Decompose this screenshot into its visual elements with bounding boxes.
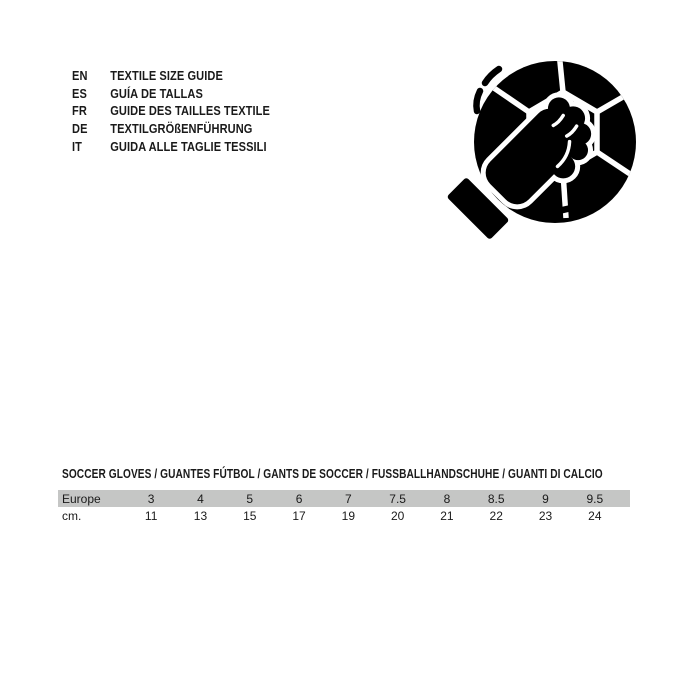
language-row-de — [72, 120, 270, 138]
size-cell: 23 — [538, 508, 553, 523]
language-label: GUÍA DE TALLAS — [110, 85, 203, 101]
size-table-europe-row — [58, 490, 630, 507]
language-row-fr — [72, 102, 270, 120]
size-cell: 17 — [292, 508, 306, 523]
size-cell: 11 — [144, 508, 158, 523]
size-cell: 5 — [246, 491, 254, 506]
size-cell: 9 — [542, 491, 549, 506]
goalkeeper-glove-ball-svg — [445, 40, 645, 240]
size-cell: 24 — [588, 508, 602, 523]
language-row-it — [72, 138, 270, 156]
size-table-row-label: Europe — [62, 491, 101, 506]
language-code: FR — [72, 103, 87, 119]
size-cell: 8.5 — [487, 491, 505, 506]
size-cell: 19 — [341, 508, 356, 523]
goalkeeper-glove-ball-icon — [445, 40, 645, 240]
size-cell: 7.5 — [389, 491, 406, 506]
language-label: GUIDE DES TAILLES TEXTILE — [110, 103, 270, 119]
size-cell: 20 — [390, 508, 405, 523]
language-row-en — [72, 67, 270, 85]
size-table-row-label: cm. — [62, 508, 82, 523]
language-label: GUIDA ALLE TAGLIE TESSILI — [110, 138, 267, 154]
size-cell: 8 — [443, 491, 451, 506]
language-code: IT — [72, 138, 83, 154]
size-cell: 9.5 — [586, 491, 604, 506]
language-row-es — [72, 85, 270, 103]
size-cell: 6 — [295, 491, 303, 506]
size-cell: 3 — [147, 491, 155, 506]
size-cell: 15 — [243, 508, 257, 523]
language-list — [72, 67, 305, 155]
size-cell: 22 — [489, 508, 503, 523]
size-cell: 21 — [440, 508, 454, 523]
size-cell: 13 — [193, 508, 208, 523]
size-cell: 4 — [197, 491, 204, 506]
size-table-cm-row — [58, 507, 630, 524]
language-code: DE — [72, 121, 88, 137]
language-code: ES — [72, 85, 87, 101]
language-label: TEXTILE SIZE GUIDE — [110, 68, 223, 83]
language-code: EN — [72, 68, 88, 83]
size-table-title: SOCCER GLOVES / GUANTES FÚTBOL / GANTS DE SOCCER / FUSSBALLHANDSCHUHE / GUANTI DI CALCIO — [62, 466, 603, 481]
language-label: TEXTILGRÖßENFÜHRUNG — [110, 121, 253, 137]
size-cell: 7 — [344, 491, 352, 506]
